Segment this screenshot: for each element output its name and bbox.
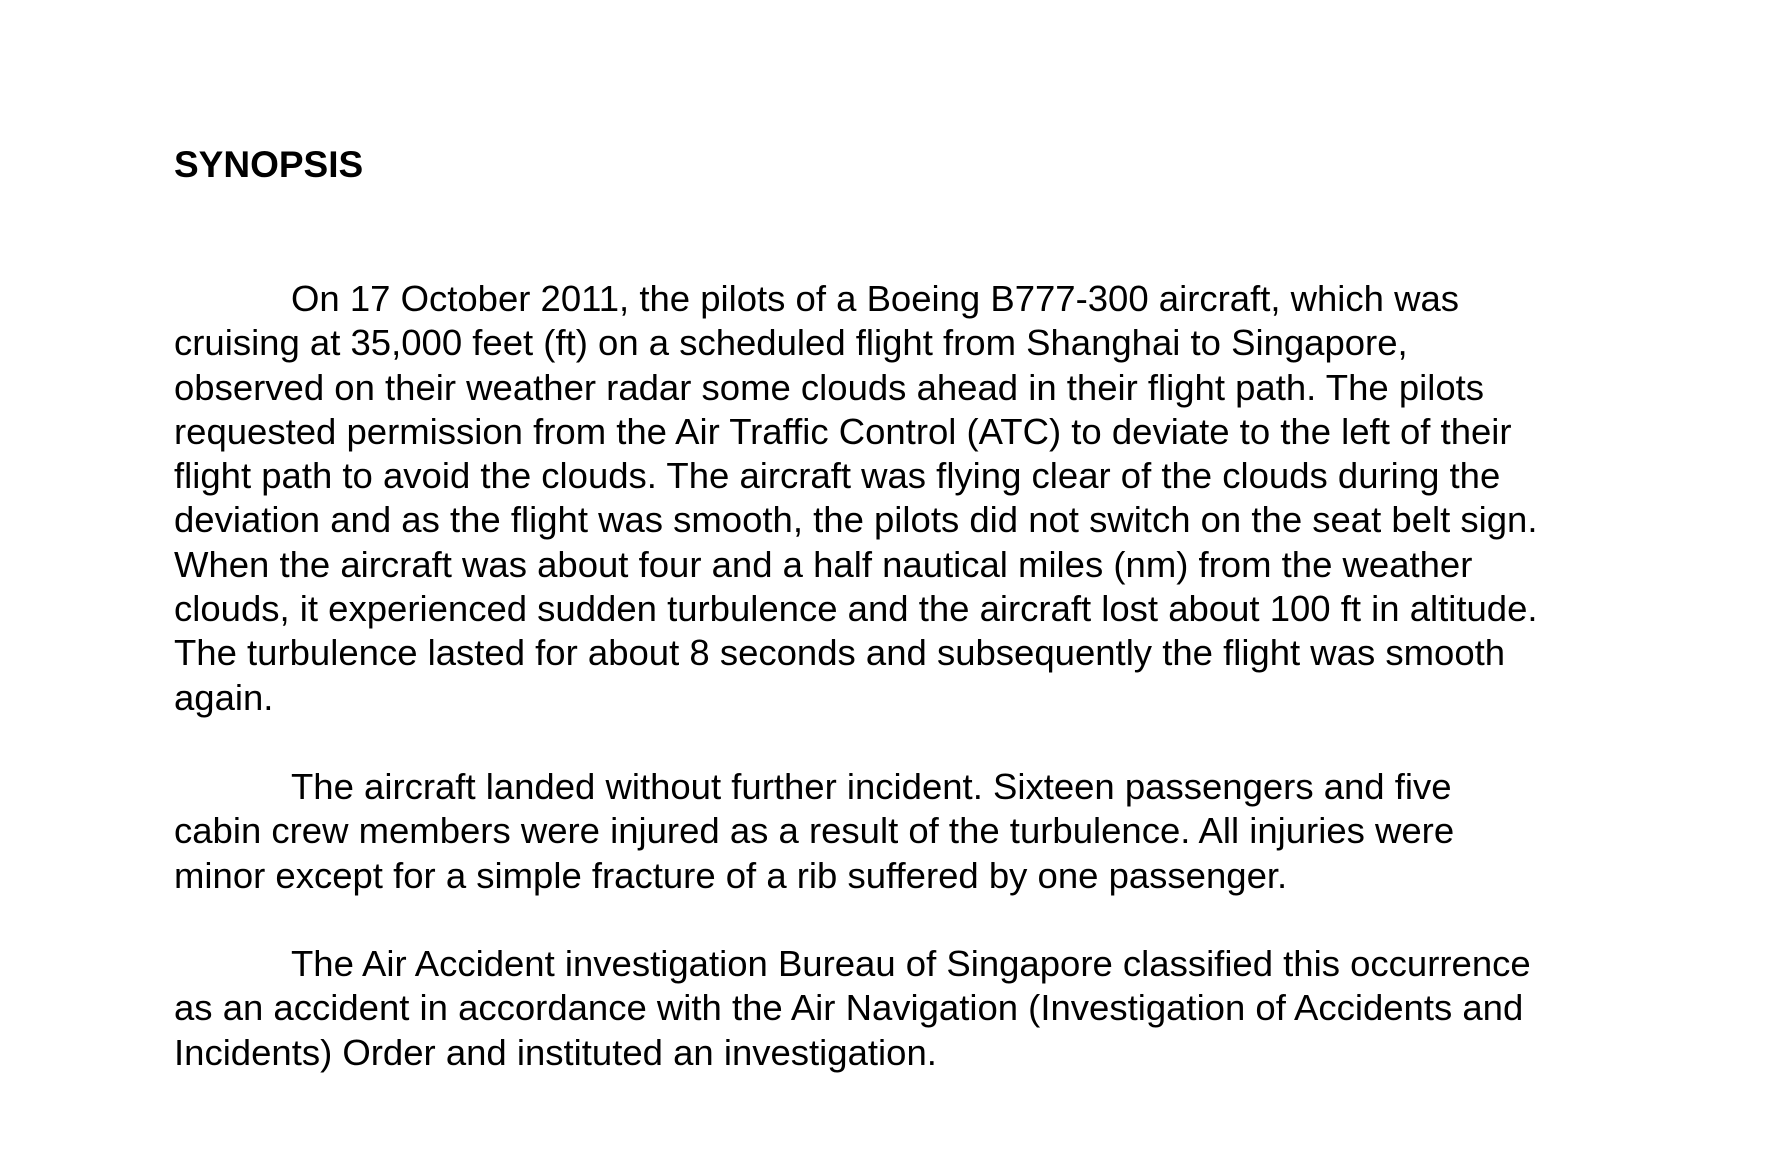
paragraph-line: observed on their weather radar some clouds ahead in their flight path. The pilots xyxy=(174,366,1485,408)
paragraph-line: Incidents) Order and instituted an investigation. xyxy=(174,1031,937,1073)
paragraph-synopsis-event xyxy=(174,277,1634,720)
paragraph-line: On 17 October 2011, the pilots of a Boeing B777-300 aircraft, which was xyxy=(291,278,1459,319)
paragraph-synopsis-classification xyxy=(174,942,1634,1075)
paragraph-line: minor except for a simple fracture of a rib suffered by one passenger. xyxy=(174,854,1288,896)
paragraph-line: deviation and as the flight was smooth, the pilots did not switch on the seat belt sign. xyxy=(174,499,1538,541)
paragraph-line: When the aircraft was about four and a half nautical miles (nm) from the weather xyxy=(174,543,1473,585)
paragraph-line: as an accident in accordance with the Air Navigation (Investigation of Accidents and xyxy=(174,987,1524,1029)
paragraph-synopsis-injuries xyxy=(174,765,1634,898)
paragraph-line: clouds, it experienced sudden turbulence and the aircraft lost about 100 ft in altitude. xyxy=(174,588,1538,630)
paragraph-line: cruising at 35,000 feet (ft) on a scheduled flight from Shanghai to Singapore, xyxy=(174,322,1408,364)
paragraph-line: again. xyxy=(174,676,274,718)
paragraph-line: The Air Accident investigation Bureau of Singapore classified this occurrence xyxy=(291,943,1531,984)
paragraph-line: cabin crew members were injured as a result of the turbulence. All injuries were xyxy=(174,810,1455,852)
paragraph-line: The aircraft landed without further incident. Sixteen passengers and five xyxy=(291,766,1452,807)
section-heading: SYNOPSIS xyxy=(174,144,364,185)
paragraph-line: requested permission from the Air Traffic Control (ATC) to deviate to the left of their xyxy=(174,410,1512,452)
paragraph-line: The turbulence lasted for about 8 seconds and subsequently the flight was smooth xyxy=(174,632,1506,674)
paragraph-line: flight path to avoid the clouds. The aircraft was flying clear of the clouds during the xyxy=(174,455,1501,497)
